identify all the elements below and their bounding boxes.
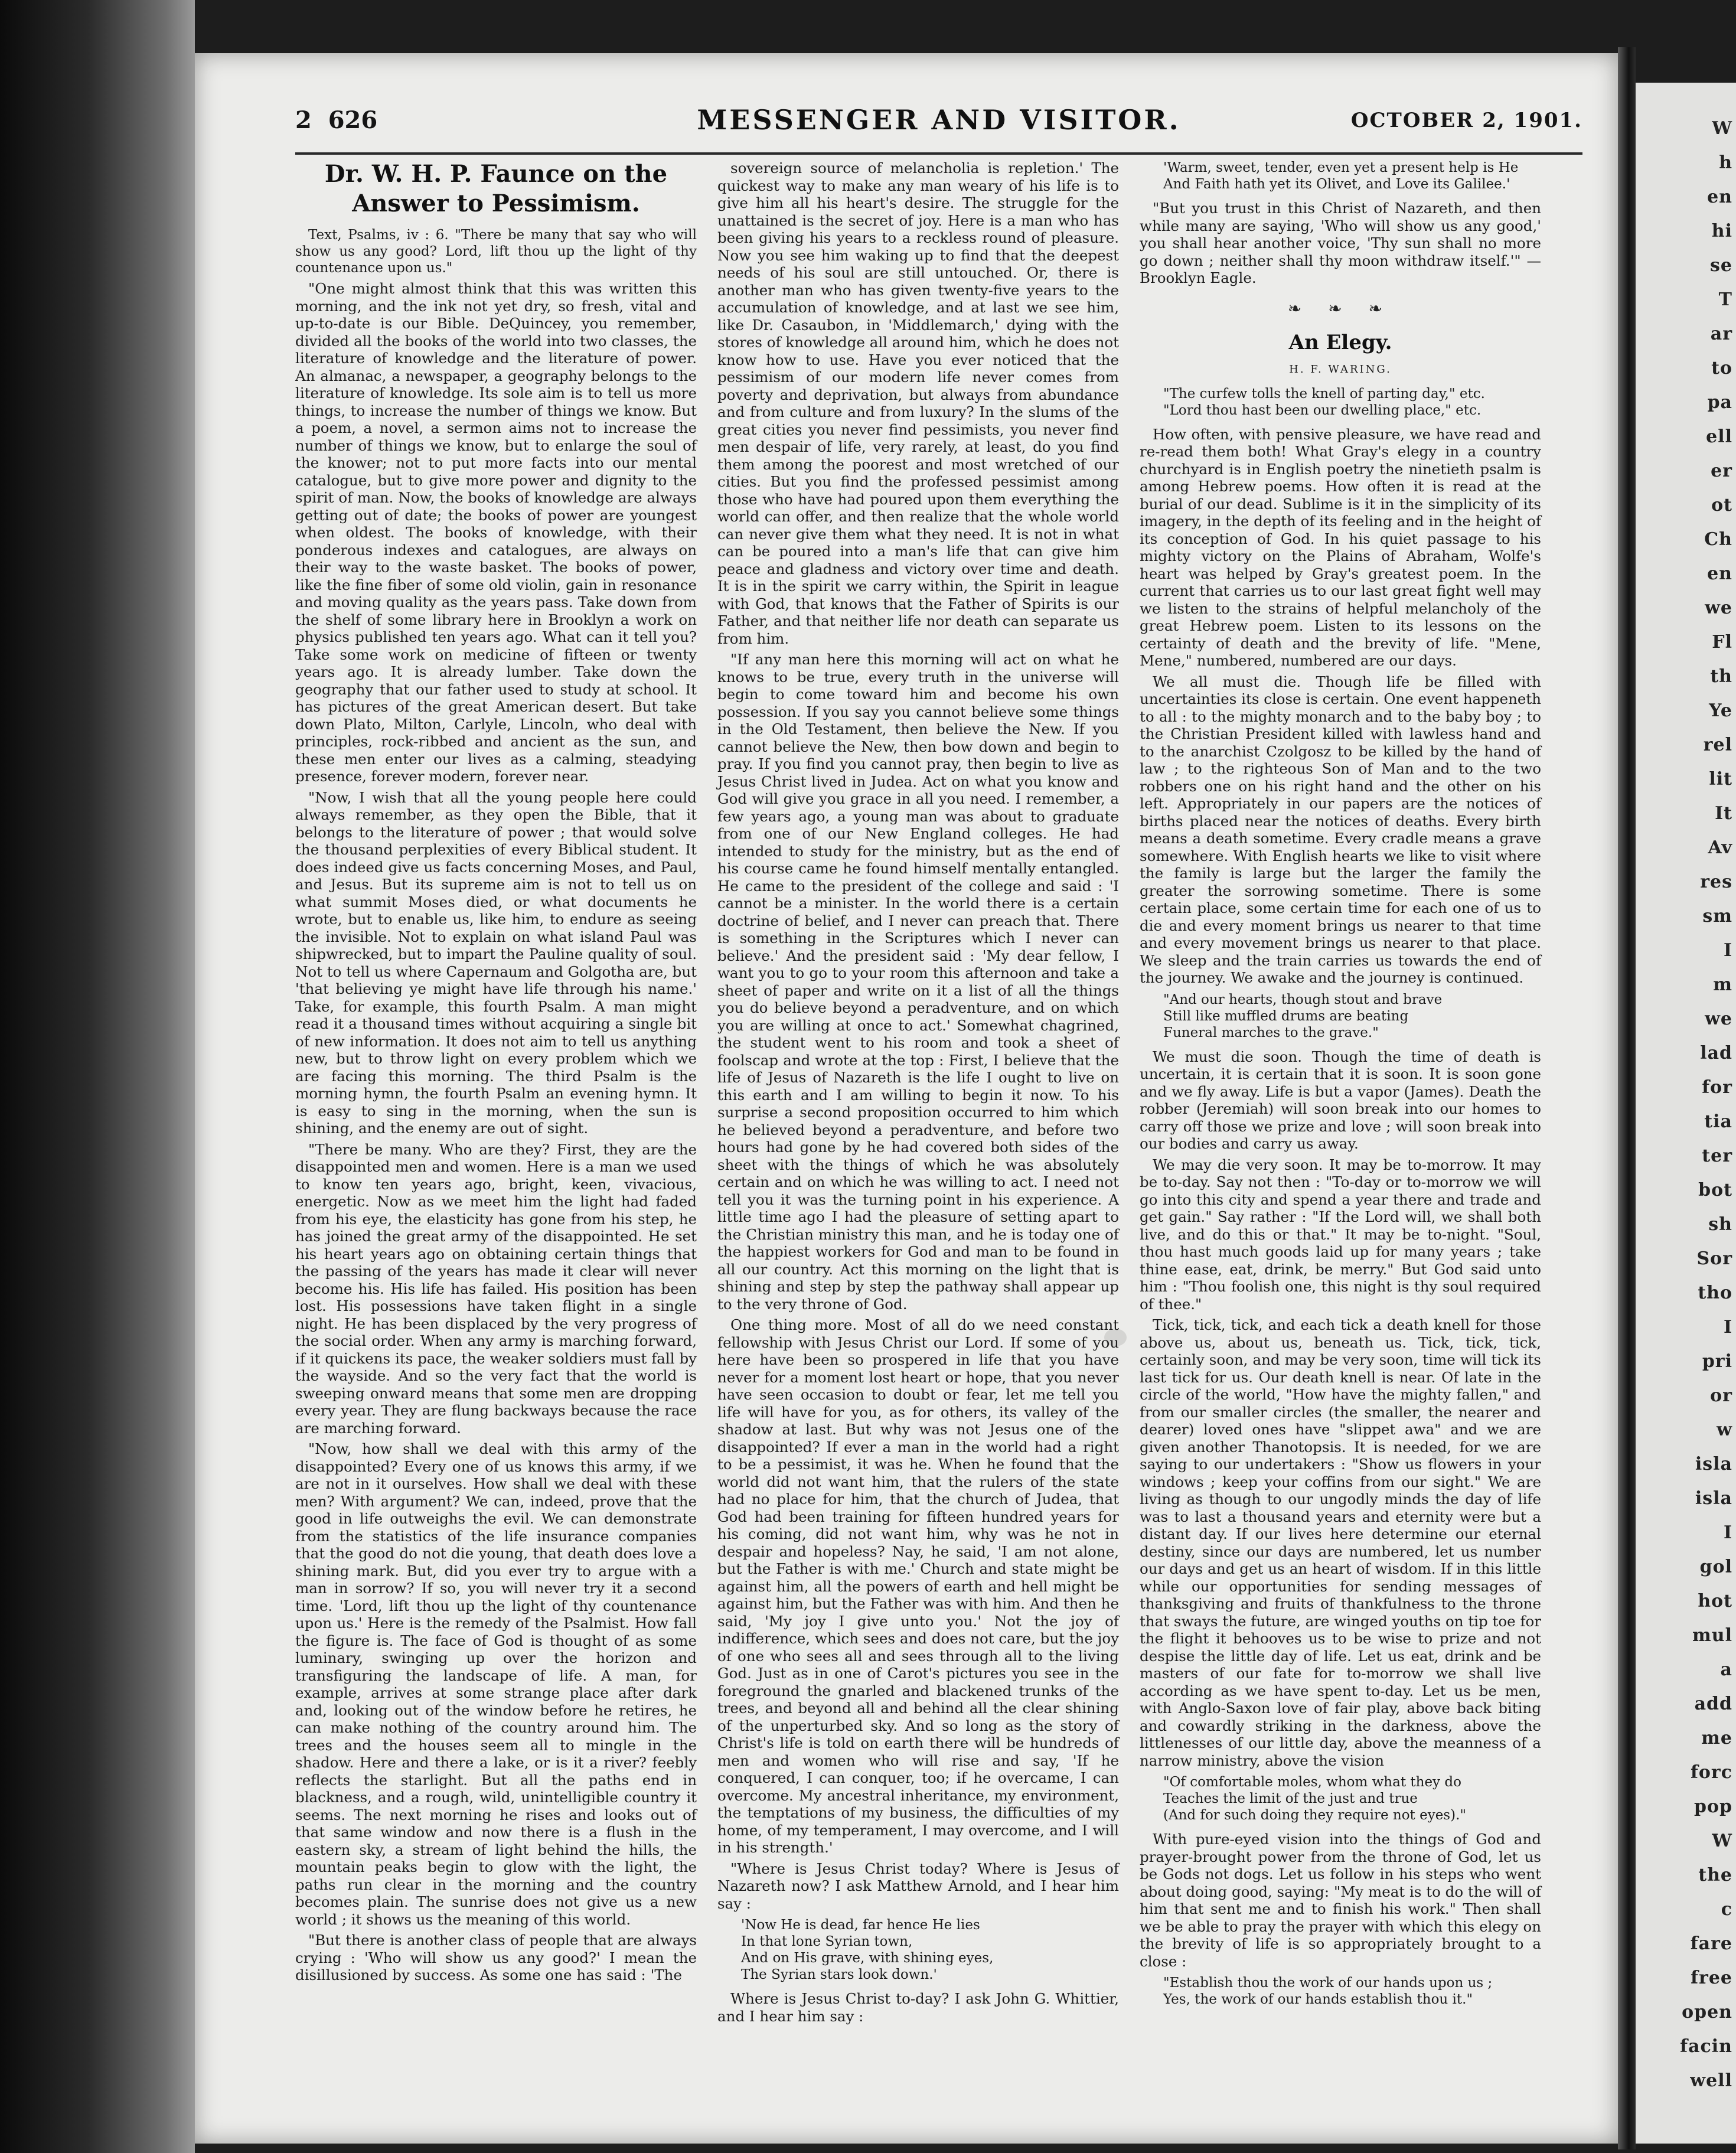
fragment-text: me [1701, 1728, 1732, 1749]
fragment-text: T [1718, 289, 1732, 310]
poem-quote [1163, 1975, 1541, 2008]
verse-line: Teaches the limit of the just and true [1163, 1791, 1418, 1806]
poem-quote [1163, 159, 1541, 193]
fragment-text: we [1705, 598, 1732, 618]
fragment-text: res [1700, 872, 1732, 892]
fragment-text: hot [1698, 1591, 1732, 1612]
verse-line: And on His grave, with shining eyes, [741, 1950, 994, 1966]
fragment-text: c [1721, 1899, 1732, 1920]
fragment-text: pa [1707, 392, 1732, 413]
article-paragraph: One thing more. Most of all do we need constant fellowship with Jesus Christ our Lord. If some of you here have been so prospered in life that you have never for a moment lost heart or hope, that you never have seen occasion to doubt or fear, let me tell you life will have for you, as for others, its valley of the shadow at last. But why was not Jesus one of the disappointed? If ever a man in the world had a right to be a pessimist, it was he. When he found that the world did not want him, that the rulers of the state had no place for him, that the church of Judea, that God had been training for fifteen hundred years for his coming, did not want him, why was he not in despair and hopeless? Nay, he said, 'I am not alone, but the Father is with me.' Church and state might be against him, all the powers of earth and hell might be against him, but the Father was with him. And then he said, 'My joy I give unto you.' Not the joy of indifference, which sees and does not care, but the joy of one who sees all and sees through all to the living God. Just as in one of Carot's pictures you see in the foreground the gnarled and blackened trunks of the trees, and beyond all and behind all the clear shining of the unperturbed sky. And so long as the story of Christ's life is told on earth there will be hundreds of men and women who will rise and say, 'If he conquered, I can conquer, too; if he overcame, I can overcome. My ancestral inheritance, my environment, the temptations of my business, the difficulties of my home, of my temperament, I may overcome, and I will in his strength.' [717, 1316, 1119, 1856]
fragment-text: h [1719, 152, 1732, 173]
fragment-text: It [1715, 803, 1732, 824]
article-headline: An Elegy. [1288, 331, 1392, 354]
verse-line: 'Now He is dead, far hence He lies [741, 1917, 980, 1933]
fragment-text: se [1710, 255, 1732, 276]
fragment-text: Fl [1712, 632, 1732, 653]
fragment-text: I [1723, 1317, 1732, 1338]
fragment-text: facin [1680, 2036, 1732, 2057]
fragment-text: th [1710, 666, 1732, 687]
fragment-text: Ye [1709, 700, 1732, 721]
fragment-text: W [1712, 1831, 1732, 1851]
masthead: MESSENGER AND VISITOR. [697, 104, 1181, 136]
fragment-text: rel [1703, 735, 1732, 755]
verse-line: "Lord thou hast been our dwelling place," etc. [1163, 402, 1482, 418]
fragment-text: sm [1702, 906, 1732, 927]
verse-line: Funeral marches to the grave." [1163, 1025, 1379, 1040]
fragment-text: or [1710, 1385, 1732, 1406]
fragment-text: Ch [1704, 529, 1732, 550]
fragment-text: Av [1708, 837, 1732, 858]
fragment-text: lad [1700, 1043, 1732, 1064]
scripture-text: Text, Psalms, iv : 6. "There be many that say who will show us any good? Lord, lift thou up the light of thy countenance upon us." [295, 227, 697, 276]
verse-line: "Establish thou the work of our hands upon us ; [1163, 1975, 1493, 1991]
article-paragraph: "Now, how shall we deal with this army of the disappointed? Every one of us knows this army, if we are not in it ourselves. How shall we deal with these men? With argument? We can, indeed, prove that the good in life outweighs the evil. We can demonstrate from the statistics of the life insurance companies that the good do not die young, that death does love a shining mark. But, did you ever try to argue with a man in sorrow? If so, you will never try it a second time. 'Lord, lift thou up the light of thy countenance upon us.' Here is the remedy of the Psalmist. How fall the figure is. The face of God is thought of as some luminary, swinging up over the horizon and transfiguring the landscape of life. A man, for example, arrives at some strange place after dark and, looking out of the window before he retires, he can make nothing of the country around him. The trees and the houses seem all to mingle in the shadow. Here and there a lake, or is it a river? feebly reflects the starlight. But all the paths end in blackness, and a rough, wild, unintelligible country it seems. The next morning he rises and looks out of that same window and now there is a flush in the eastern sky, a stream of light behind the hills, the mountain peaks begin to glow with the light, the paths run clear in the morning and the country becomes plain. The sunrise does not give us a new world ; it shows us the meaning of this world. [295, 1440, 697, 1928]
epigraph [1163, 386, 1541, 419]
fragment-text: er [1711, 461, 1732, 481]
adjacent-page-fragment [1636, 83, 1736, 2144]
fragment-text: pri [1702, 1351, 1732, 1372]
poem-quote [1163, 1774, 1541, 1823]
fragment-text: m [1713, 974, 1732, 995]
section-ornament: ❧ ❧ ❧ [1287, 298, 1394, 318]
column-2 [717, 159, 1119, 2028]
fragment-text: tia [1704, 1111, 1732, 1132]
article-headline: Dr. W. H. P. Faunce on the Answer to Pessimism. [324, 160, 668, 217]
fragment-text: isla [1695, 1454, 1732, 1475]
page-gutter [1618, 47, 1636, 2149]
fragment-text: fare [1690, 1933, 1732, 1954]
fragment-text: Sor [1696, 1248, 1732, 1269]
article-paragraph: "But you trust in this Christ of Nazareth, and then while many are saying, 'Who will show us any good,' you shall hear another voice, 'Thy sun shall no more go down ; neither shall thy moon withdraw itself.'" — Brooklyn Eagle. [1140, 200, 1541, 286]
verse-line: 'Warm, sweet, tender, even yet a present help is He [1163, 160, 1519, 175]
fragment-text: to [1711, 358, 1732, 379]
fragment-text: W [1712, 118, 1732, 139]
verse-line: The Syrian stars look down.' [741, 1967, 937, 1982]
scan-edge-left [0, 0, 195, 2153]
fragment-text: for [1702, 1077, 1732, 1098]
fragment-text: I [1723, 1522, 1732, 1543]
newspaper-page [195, 53, 1618, 2144]
fragment-text: en [1707, 563, 1732, 584]
page-number: 2 626 [295, 106, 378, 134]
verse-line: Yes, the work of our hands establish thou it." [1163, 1992, 1473, 2007]
fragment-text: hi [1711, 221, 1732, 242]
article-paragraph: How often, with pensive pleasure, we have read and re-read them both! What Gray's elegy in a country churchyard is in English poetry the ninetieth psalm is among Hebrew poems. How often it is read at the burial of our dead. Sublime is it in the simplicity of its imagery, in the depth of its feeling and in the height of its conception of God. In his quiet passage to his mighty victory on the Plains of Abraham, Wolfe's heart was helped by Gray's greatest poem. In the current that carries us to our last great fight well may we listen to the strains of helpful melancholy of the great Hebrew poem. Listen to its lessons on the certainty of death and the brevity of life. "Mene, Mene," numbered, numbered are our days. [1140, 425, 1541, 669]
fragment-text: gol [1699, 1557, 1732, 1577]
fragment-text: lit [1709, 769, 1732, 790]
fragment-text: isla [1695, 1488, 1732, 1509]
fragment-text: pop [1694, 1796, 1732, 1817]
column-3 [1140, 159, 1541, 2015]
ink-blot [1104, 1329, 1127, 1346]
verse-line: "Of comfortable moles, whom what they do [1163, 1774, 1461, 1790]
verse-line: "The curfew tolls the knell of parting day," etc. [1163, 386, 1485, 402]
fragment-text: open [1682, 2002, 1732, 2022]
article-paragraph: We may die very soon. It may be to-morrow. It may be to-day. Say not then : "To-day or to-morrow we will go into this city and spend a year there and trade and get gain." Say rather : "If the Lord will, we shall both live, and do this or that." It may be to-night. "Soul, thou hast much goods laid up for many years ; take thine ease, eat, drink, be merry." But God said unto him : "Thou foolish one, this night is thy soul required of thee." [1140, 1156, 1541, 1313]
header-rule [295, 152, 1582, 155]
issue-date: OCTOBER 2, 1901. [1350, 109, 1582, 132]
article-paragraph: "One might almost think that this was written this morning, and the ink not yet dry, so fresh, vital and up-to-date is our Bible. DeQuincey, you remember, divided all the books of the world into two classes, the literature of knowledge and the literature of power. An almanac, a newspaper, a geography belongs to the literature of knowledge. Its sole aim is to tell us more things, to increase the number of things we know. But a poem, a novel, a sermon aims not to increase the number of things we know, but to enlarge the soul of the knower; not to put more facts into our mental catalogue, but to give more power and dignity to the spirit of man. Now, the books of knowledge are always getting out of date; the books of power are youngest when oldest. The books of knowledge, with their ponderous indexes and catalogues, are always on their way to the waste basket. The books of power, like the fine fiber of some old violin, gain in resonance and moving quality as the years pass. Take down from the shelf of some library here in Brooklyn a work on physics published ten years ago. What can it tell you? Take some work on medicine of fifteen or twenty years ago. It is already lumber. Take down the geography that our father used to study at school. It has pictures of the great American desert. But take down Plato, Milton, Carlyle, Lincoln, who deal with principles, rock-ribbed and ancient as the sun, and these men enter our lives as a calming, steadying presence, forever modern, forever near. [295, 280, 697, 785]
byline: H. F. WARING. [1289, 363, 1392, 376]
fragment-text: bot [1698, 1180, 1732, 1201]
fragment-text: ot [1711, 495, 1732, 516]
verse-line: Still like muffled drums are beating [1163, 1008, 1409, 1024]
fragment-text: mul [1692, 1625, 1732, 1646]
fragment-text: sh [1708, 1214, 1732, 1235]
verse-line: (And for such doing they require not eyes)." [1163, 1808, 1466, 1823]
article-paragraph: We all must die. Though life be filled with uncertainties its close is certain. One event happeneth to all : to the mighty monarch and to the baby boy ; to the Christian President killed with lawless hand and to the anarchist Czolgosz to be killed by the hand of law ; to the righteous Son of Man and to the two robbers one on his right hand and the other on his left. Appropriately in our papers are the notices of births placed near the notices of deaths. Every birth means a death sometime. Every cradle means a grave somewhere. With English hearts we like to visit where the family is large but the larger the family the greater the sorrowing sometime. There is some certain place, some certain time for each one of us to die and every moment brings us nearer to that time and every movement brings us nearer to that place. We sleep and the train carries us towards the end of the journey. We awake and the journey is continued. [1140, 673, 1541, 986]
poem-quote [741, 1917, 1119, 1983]
page-header [295, 106, 1582, 148]
column-1 [295, 159, 697, 1988]
fragment-text: free [1691, 1968, 1732, 1988]
article-paragraph: "But there is another class of people that are always crying : 'Who will show us any good?' I mean the disillusioned by success. As some one has said : 'The [295, 1932, 697, 1984]
fragment-text: we [1705, 1009, 1732, 1029]
fragment-text: forc [1691, 1762, 1732, 1783]
fragment-text: well [1690, 2070, 1732, 2091]
fragment-text: ell [1706, 426, 1732, 447]
fragment-text: ar [1710, 324, 1732, 344]
article-paragraph: "Now, I wish that all the young people here could always remember, as they open the Bible, that it belongs to the literature of power ; that would solve the thousand perplexities of every Biblical student. It does indeed give us facts concerning Moses, and Paul, and Jesus. But its supreme aim is not to tell us on what summit Moses died, or what documents he wrote, but to enable us, like him, to endure as seeing the invisible. Not to explain on what island Paul was shipwrecked, but to impart the Pauline quality of soul. Not to tell us where Capernaum and Golgotha are, but 'that believing ye might have life through his name.' Take, for example, this fourth Psalm. A man might read it a thousand times without acquiring a single bit of new information. It does not aim to tell us anything new, but to throw light on every problem which we are facing this morning. The third Psalm is the morning hymn, the fourth Psalm an evening hymn. It is easy to sing in the morning, when the sun is shining, and the enemy are out of sight. [295, 788, 697, 1137]
article-paragraph: Tick, tick, tick, and each tick a death knell for those above us, about us, beneath us. Tick, tick, tick, certainly soon, and may be very soon, time will tick its last tick for us. Our death knell is near. Of late in the circle of the world, "How have the mighty fallen," and from our smaller circles (the smaller, the nearer and dearer) loved ones have "slippet awa" and we are given another Thanotopsis. It is needed, for we are saying to our undertakers : "Show us flowers in your windows ; keep your coffins from our sight." We are living as though to our ungodly minds the day of life was to last a thousand years and eternity were but a distant day. If our lives here determine our eternal destiny, since our days are numbered, let us number our days and get us an heart of wisdom. If in this little while our opportunities for sending messages of thanksgiving and fruits of thankfulness to the throne that sways the future, are winged youths on tip toe for the flight it behooves us to be wise to prize and not despise the little day of life. Let us eat, drink and be masters of our fate for to-morrow we shall live according as we have spent to-day. Let us be men, with Anglo-Saxon love of fair play, above back biting and cowardly striking in the darkness, above the littlenesses of our little day, above the meanness of a narrow ministry, above the vision [1140, 1316, 1541, 1769]
fragment-text: tho [1698, 1283, 1732, 1303]
article-paragraph: sovereign source of melancholia is repletion.' The quickest way to make any man weary of his life is to give him all his heart's desire. The struggle for the unattained is the secret of joy. Here is a man who has been giving his years to a reckless round of pleasure. Now you see him waking up to find that the deepest needs of his soul are still untouched. Or, there is another man who has given twenty-five years to the accumulation of knowledge, and at last we see him, like Dr. Casaubon, in 'Middlemarch,' dying with the stores of knowledge all around him, which he does not know how to use. Have you ever noticed that the pessimism of our modern life never comes from poverty and deprivation, but always from abundance and from culture and from luxury? In the slums of the great cities you never find pessimists, you never find men despair of life, very rarely, at least, do you find them among the poorest and most wretched of our cities. But you find the professed pessimist among those who have had poured upon them everything the world can offer, and then realize that the whole world can never give them what they need. It is not in what can be poured into a man's life that can give him peace and gladness and victory over time and death. It is in the spirit we carry within, the Spirit in league with God, that knows that the Father of Spirits is our Father, and that neither life nor death can separate us from him. [717, 159, 1119, 647]
fragment-text: w [1717, 1420, 1732, 1440]
fragment-text: add [1694, 1694, 1732, 1714]
verse-line: In that lone Syrian town, [741, 1934, 913, 1949]
fragment-text: en [1707, 187, 1732, 207]
fragment-text: ter [1702, 1146, 1732, 1166]
fragment-text: a [1720, 1659, 1732, 1680]
verse-line: "And our hearts, though stout and brave [1163, 991, 1443, 1007]
verse-line: And Faith hath yet its Olivet, and Love its Galilee.' [1163, 177, 1510, 192]
poem-quote [1163, 991, 1541, 1041]
article-paragraph: "Where is Jesus Christ today? Where is Jesus of Nazareth now? I ask Matthew Arnold, and I hear him say : [717, 1860, 1119, 1912]
article-paragraph: With pure-eyed vision into the things of God and prayer-brought power from the throne of God, let us be Gods not dogs. Let us follow in his steps who went about doing good, saying: "My meat is to do the will of him that sent me and to finish his work." Then shall we be able to pray the prayer with which this elegy on the brevity of life is so appropriately brought to a close : [1140, 1831, 1541, 1970]
article-paragraph: "If any man here this morning will act on what he knows to be true, every truth in the universe will begin to come toward him and become his own possession. If you say you cannot believe some things in the Old Testament, then believe the New. If you cannot believe the New, then bow down and begin to pray. If you find you cannot pray, then begin to live as Jesus Christ lived in Judea. Act on what you know and God will give you grace in all you need. I remember, a few years ago, a young man was about to graduate from one of our New England colleges. He had intended to study for the ministry, but as the end of his course came he found himself mentally entangled. He came to the president of the college and said : 'I cannot be a minister. In the world there is a certain doctrine of belief, and I never can preach that. There is something in the Scriptures which I never can believe.' And the president said : 'My dear fellow, I want you to go to your room this afternoon and take a sheet of paper and write on it a list of all the things you do believe beyond a peradventure, and on which you are willing at once to act.' Somewhat chagrined, the student went to his room and took a sheet of foolscap and wrote at the top : First, I believe that the life of Jesus of Nazareth is the life I ought to live on this earth and I am willing to begin it now. To his surprise a second proposition occurred to him which he believed beyond a peradventure, and before two hours had gone by he had covered both sides of the sheet with the things of which he was absolutely certain and on which he was willing to act. I need not tell you it was the turning point in his experience. A little time ago I had the pleasure of setting apart to the Christian ministry this man, and he is today one of the happiest workers for God and man to be found in all our country. Act this morning on the light that is shining and step by step the pathway shall appear up to the very throne of God. [717, 651, 1119, 1313]
ink-blot [1432, 1447, 1445, 1462]
article-paragraph: "There be many. Who are they? First, they are the disappointed men and women. Here is a man we used to know ten years ago, bright, keen, vivacious, energetic. Now as we meet him the light had faded from his eye, the elasticity has gone from his step, he has joined the great army of the disappointed. He set his heart years ago on obtaining certain things that the passing of the years has made it clear will never become his. His life has failed. His position has been lost. His possessions have taken flight in a single night. He has been displaced by the very progress of the social order. When any army is marching forward, if it quickens its pace, the weaker soldiers must fall by the wayside. And so the very fact that the world is sweeping onward means that some men are dropping every year. They are flung backways because the race are marching forward. [295, 1140, 697, 1437]
fragment-text: I [1723, 940, 1732, 961]
article-paragraph: We must die soon. Though the time of death is uncertain, it is certain that it is soon. It is soon gone and we fly away. Life is but a vapor (James). Death the robber (Jeremiah) will soon break into our homes to carry off those we prize and love ; will soon break into our bodies and carry us away. [1140, 1048, 1541, 1152]
fragment-text: the [1698, 1865, 1732, 1885]
article-paragraph: Where is Jesus Christ to-day? I ask John G. Whittier, and I hear him say : [717, 1990, 1119, 2025]
